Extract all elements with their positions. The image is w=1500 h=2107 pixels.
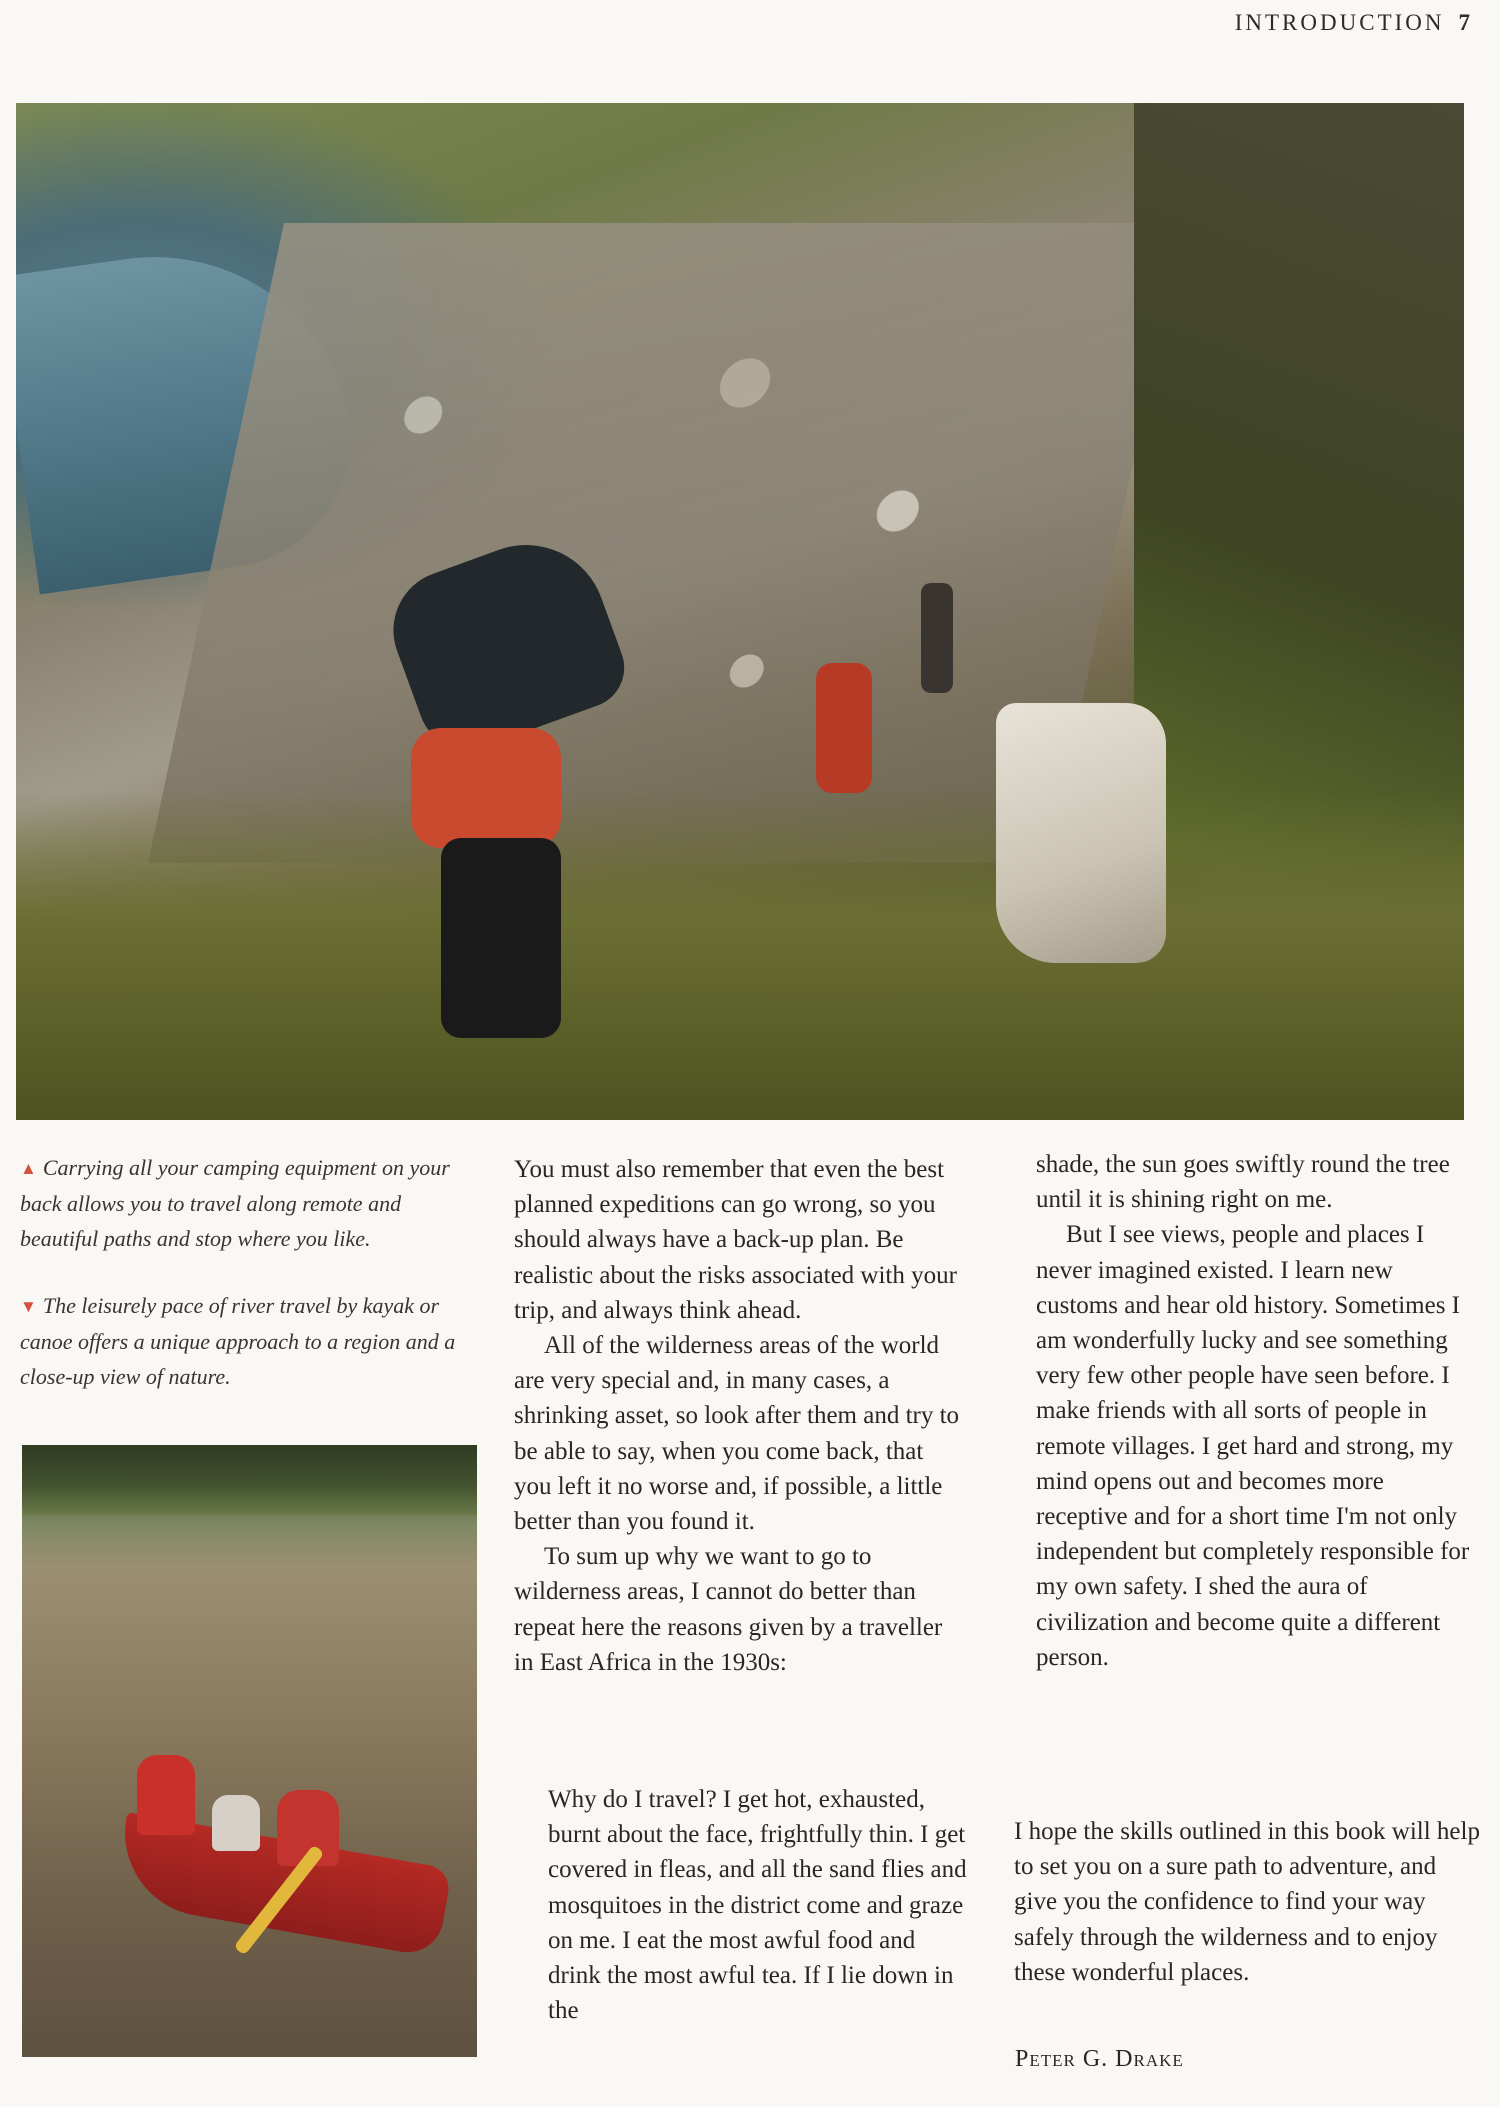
hiker-body <box>411 728 561 848</box>
paddler-middle <box>212 1795 260 1851</box>
hiker-legs <box>441 838 561 1038</box>
paragraph: To sum up why we want to go to wilderness areas, I cannot do better than repeat here the reasons given by a traveller in East Africa in the 1930s: <box>514 1543 943 1676</box>
page-number: 7 <box>1458 10 1470 35</box>
canoe-photo <box>22 1445 477 2057</box>
body-column-1 <box>514 1152 964 1680</box>
hikers-photo <box>16 103 1464 1120</box>
quote-start: Why do I travel? I get hot, exhausted, burnt about the face, frightfully thin. I get covered in fleas, and all the sand flies and mosquitoes in the district come and graze on me. I eat the most awful food and drink the most awful tea. If I lie down in the <box>548 1786 967 2025</box>
hiker-second <box>816 663 872 793</box>
closing-paragraph: I hope the skills outlined in this book will help to set you on a sure path to adventure, and give you the confidence to find your way safely through the wilderness and to enjoy these wonderful places. <box>1014 1818 1480 1986</box>
running-head <box>1235 10 1470 36</box>
grass <box>16 790 1464 1120</box>
caption-down <box>20 1288 480 1394</box>
triangle-up-icon: ▲ <box>20 1159 37 1178</box>
paragraph: You must also remember that even the best planned expeditions can go wrong, so you should always have a back-up plan. Be realistic about the risks associated with your trip, and always think ahead. <box>514 1156 957 1324</box>
boulder <box>996 703 1166 963</box>
captions <box>20 1150 480 1426</box>
treeline <box>22 1445 477 1515</box>
quote-paragraph: But I see views, people and places I never imagined existed. I learn new customs and hear old history. Sometimes I am wonderfully lucky and see something very few other people have seen before. I make friends with all sorts of people in remote villages. I get hard and strong, my mind opens out and becomes more receptive and for a short time I'm not only independent but completely responsible for my own safety. I shed the aura of civilization and become quite a different person. <box>1036 1221 1470 1671</box>
caption-up-text: Carrying all your camping equipment on your back allows you to travel along remote and beautiful paths and stop where you like. <box>20 1155 450 1251</box>
section-title: INTRODUCTION <box>1234 10 1445 35</box>
body-column-2 <box>1026 1147 1476 1675</box>
author-signature: Peter G. Drake <box>1015 2046 1184 2072</box>
hiker-third <box>921 583 953 693</box>
quote-continuation: shade, the sun goes swiftly round the tree until it is shining right on me. <box>1036 1151 1450 1214</box>
caption-up <box>20 1150 480 1256</box>
caption-down-text: The leisurely pace of river travel by kayak or canoe offers a unique approach to a region and a close-up view of nature. <box>20 1293 456 1389</box>
paragraph: All of the wilderness areas of the world are very special and, in many cases, a shrinking asset, so look after them and try to be able to say, when you come back, that you left it no worse and, if possible, a little better than you found it. <box>514 1332 960 1536</box>
triangle-down-icon: ▼ <box>20 1297 37 1316</box>
paddler-rear <box>137 1755 195 1835</box>
